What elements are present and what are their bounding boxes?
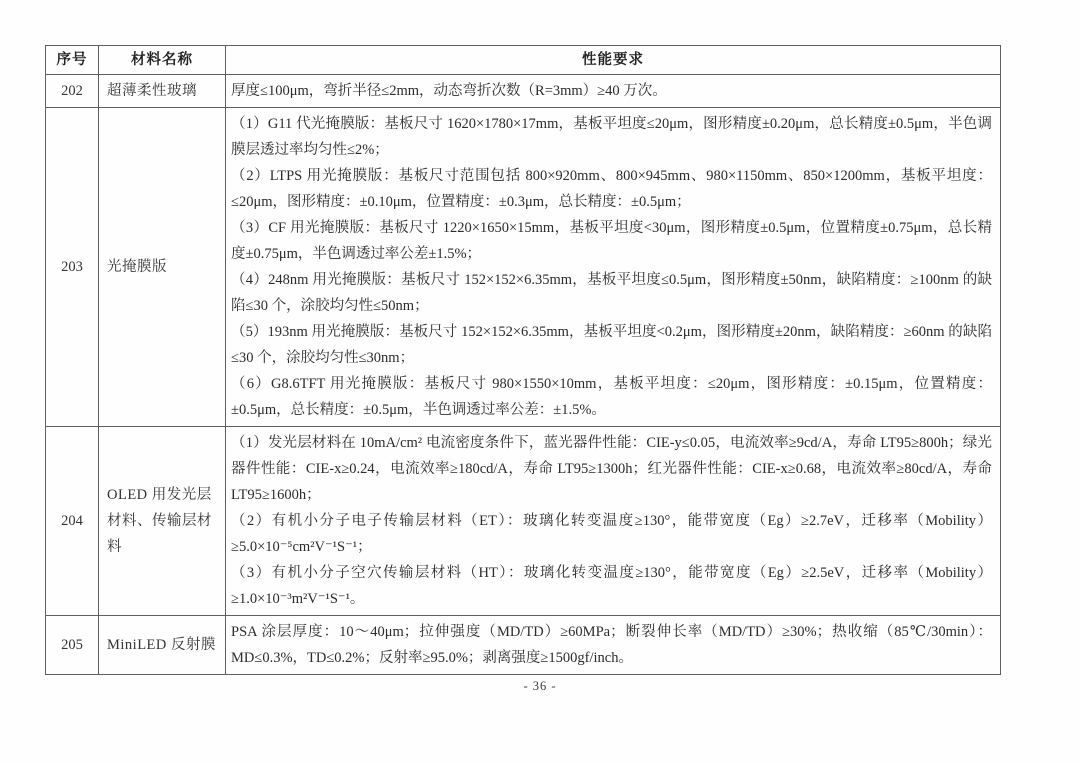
material-name-cell: MiniLED 反射膜 <box>99 616 226 675</box>
row-number-cell: 202 <box>46 75 99 108</box>
table-row <box>46 108 1001 427</box>
requirement-paragraph: （3）CF 用光掩膜版：基板尺寸 1220×1650×15mm，基板平坦度<30μm，图形精度±0.5μm，位置精度±0.75μm，总长精度±0.75μm，半色调透过率公差±1.5%； <box>231 220 992 262</box>
requirement-paragraph: 厚度≤100μm，弯折半径≤2mm，动态弯折次数（R=3mm）≥40 万次。 <box>231 83 667 99</box>
header-performance-requirements: 性能要求 <box>226 46 1001 75</box>
requirement-paragraph: （2）LTPS 用光掩膜版：基板尺寸范围包括 800×920mm、800×945mm、980×1150mm、850×1200mm，基板平坦度：≤20μm，图形精度：±0.10μm，位置精度：±0.3μm，总长精度：±0.5μm； <box>231 168 992 210</box>
row-number-cell: 204 <box>46 427 99 616</box>
material-spec-table <box>45 45 1001 675</box>
requirements-cell <box>226 427 1001 616</box>
material-name-cell: OLED 用发光层材料、传输层材料 <box>99 427 226 616</box>
requirement-paragraph: （2）有机小分子电子传输层材料（ET）：玻璃化转变温度≥130°，能带宽度（Eg）≥2.7eV，迁移率（Mobility）≥5.0×10⁻⁵cm²V⁻¹S⁻¹； <box>231 513 992 555</box>
requirement-paragraph: （3）有机小分子空穴传输层材料（HT）：玻璃化转变温度≥130°，能带宽度（Eg）≥2.5eV，迁移率（Mobility）≥1.0×10⁻³m²V⁻¹S⁻¹。 <box>231 565 992 607</box>
requirement-paragraph: PSA 涂层厚度：10～40μm；拉伸强度（MD/TD）≥60MPa；断裂伸长率（MD/TD）≥30%；热收缩（85℃/30min）：MD≤0.3%，TD≤0.2%；反射率≥95.0%；剥离强度≥1500gf/inch。 <box>231 624 992 666</box>
requirements-cell <box>226 75 1001 108</box>
header-material-name: 材料名称 <box>99 46 226 75</box>
table-row <box>46 75 1001 108</box>
requirement-paragraph: （1）发光层材料在 10mA/cm² 电流密度条件下，蓝光器件性能：CIE-y≤0.05，电流效率≥9cd/A，寿命 LT95≥800h；绿光器件性能：CIE-x≥0.24，电流效率≥180cd/A，寿命 LT95≥1300h；红光器件性能：CIE-x≥0.68，电流效率≥80cd/A，寿命 LT95≥1600h； <box>231 435 992 503</box>
header-serial-number: 序号 <box>46 46 99 75</box>
requirement-paragraph: （5）193nm 用光掩膜版：基板尺寸 152×152×6.35mm，基板平坦度<0.2μm，图形精度±20nm，缺陷精度：≥60nm 的缺陷≤30 个，涂胶均匀性≤30nm； <box>231 324 992 366</box>
row-number-cell: 203 <box>46 108 99 427</box>
requirements-cell <box>226 616 1001 675</box>
table-row <box>46 616 1001 675</box>
material-name-cell: 超薄柔性玻璃 <box>99 75 226 108</box>
requirements-cell <box>226 108 1001 427</box>
requirement-paragraph: （6）G8.6TFT 用光掩膜版：基板尺寸 980×1550×10mm，基板平坦度：≤20μm，图形精度：±0.15μm，位置精度：±0.5μm，总长精度：±0.5μm，半色调透过率公差：±1.5%。 <box>231 376 992 418</box>
table-row <box>46 427 1001 616</box>
requirement-paragraph: （4）248nm 用光掩膜版：基板尺寸 152×152×6.35mm，基板平坦度≤0.5μm，图形精度±50nm，缺陷精度：≥100nm 的缺陷≤30 个，涂胶均匀性≤50nm； <box>231 272 992 314</box>
requirement-paragraph: （1）G11 代光掩膜版：基板尺寸 1620×1780×17mm，基板平坦度≤20μm，图形精度±0.20μm，总长精度±0.5μm，半色调膜层透过率均匀性≤2%； <box>231 116 992 158</box>
page-number: - 36 - <box>523 679 557 693</box>
row-number-cell: 205 <box>46 616 99 675</box>
material-name-cell: 光掩膜版 <box>99 108 226 427</box>
table-header-row <box>46 46 1001 75</box>
